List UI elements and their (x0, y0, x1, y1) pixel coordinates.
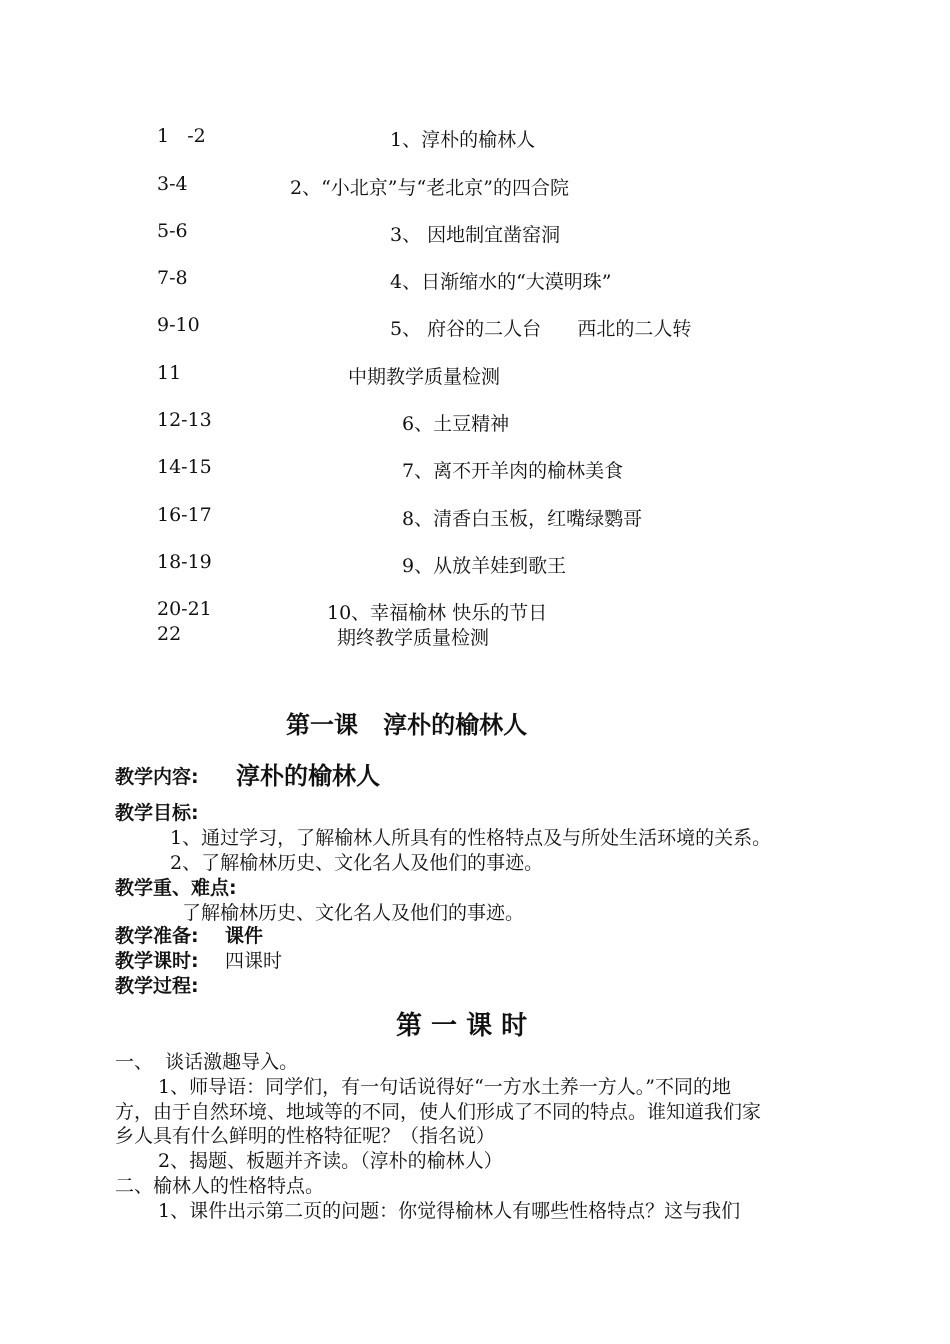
hours-value: 四课时 (225, 950, 283, 972)
schedule-topic: 中期教学质量检测 (348, 366, 501, 388)
lesson-title: 第一课 淳朴的榆林人 (286, 711, 528, 739)
section-1-paragraph-1: 1、师导语：同学们，有一句话说得好“一方水土养一方人。”不同的地 (158, 1076, 732, 1098)
schedule-topic: 10、幸福榆林 快乐的节日 (327, 602, 548, 624)
goal-2: 2、了解榆林历史、文化名人及他们的事迹。 (170, 852, 544, 874)
section-1-paragraph-1-end: 乡人具有什么鲜明的性格特征呢？（指名说） (115, 1125, 496, 1147)
content-value: 淳朴的榆林人 (236, 762, 380, 790)
prep-value: 课件 (225, 925, 264, 947)
section-1-heading: 一、 谈话激趣导入。 (115, 1051, 299, 1073)
schedule-weeks: 22 (157, 623, 182, 645)
schedule-weeks: 16-17 (157, 504, 212, 526)
section-2-paragraph-1: 1、课件出示第二页的问题：你觉得榆林人有哪些性格特点？这与我们 (158, 1200, 741, 1222)
period-title: 第 一 课 时 (396, 1011, 528, 1041)
hours-label: 教学课时: (115, 950, 199, 972)
schedule-topic: 8、清香白玉板，红嘴绿鹦哥 (402, 508, 643, 530)
schedule-weeks: 7-8 (157, 267, 188, 289)
schedule-topic: 4、日渐缩水的“大漠明珠” (390, 271, 612, 293)
schedule-topic: 期终教学质量检测 (337, 627, 490, 649)
schedule-topic: 2、“小北京”与“老北京”的四合院 (290, 177, 569, 199)
content-label: 教学内容: (115, 766, 199, 788)
process-label: 教学过程: (115, 975, 199, 997)
section-1-paragraph-2: 2、揭题、板题并齐读。（淳朴的榆林人） (158, 1150, 503, 1172)
section-2-heading: 二、榆林人的性格特点。 (115, 1175, 325, 1197)
section-1-paragraph-1-cont: 方，由于自然环境、地域等的不同，使人们形成了不同的特点。谁知道我们家 (115, 1101, 762, 1123)
schedule-topic: 5、 府谷的二人台 西北的二人转 (390, 318, 692, 340)
schedule-weeks: 3-4 (157, 173, 188, 195)
schedule-weeks: 18-19 (157, 551, 212, 573)
goal-1: 1、通过学习，了解榆林人所具有的性格特点及与所处生活环境的关系。 (170, 827, 772, 849)
schedule-weeks: 12-13 (157, 409, 212, 431)
schedule-weeks: 9-10 (157, 314, 200, 336)
key-text: 了解榆林历史、文化名人及他们的事迹。 (182, 902, 525, 924)
schedule-weeks: 1 -2 (157, 125, 206, 147)
schedule-topic: 6、土豆精神 (402, 413, 510, 435)
schedule-topic: 1、淳朴的榆林人 (390, 129, 536, 151)
schedule-topic: 9、从放羊娃到歌王 (402, 555, 567, 577)
schedule-weeks: 5-6 (157, 220, 188, 242)
schedule-topic: 3、 因地制宜凿窑洞 (390, 224, 561, 246)
schedule-topic: 7、离不开羊肉的榆林美食 (402, 460, 624, 482)
key-label: 教学重、难点: (115, 877, 237, 899)
prep-label: 教学准备: (115, 925, 199, 947)
schedule-weeks: 14-15 (157, 456, 212, 478)
schedule-weeks: 11 (157, 362, 182, 384)
schedule-weeks: 20-21 (157, 598, 212, 620)
goals-label: 教学目标: (115, 802, 199, 824)
